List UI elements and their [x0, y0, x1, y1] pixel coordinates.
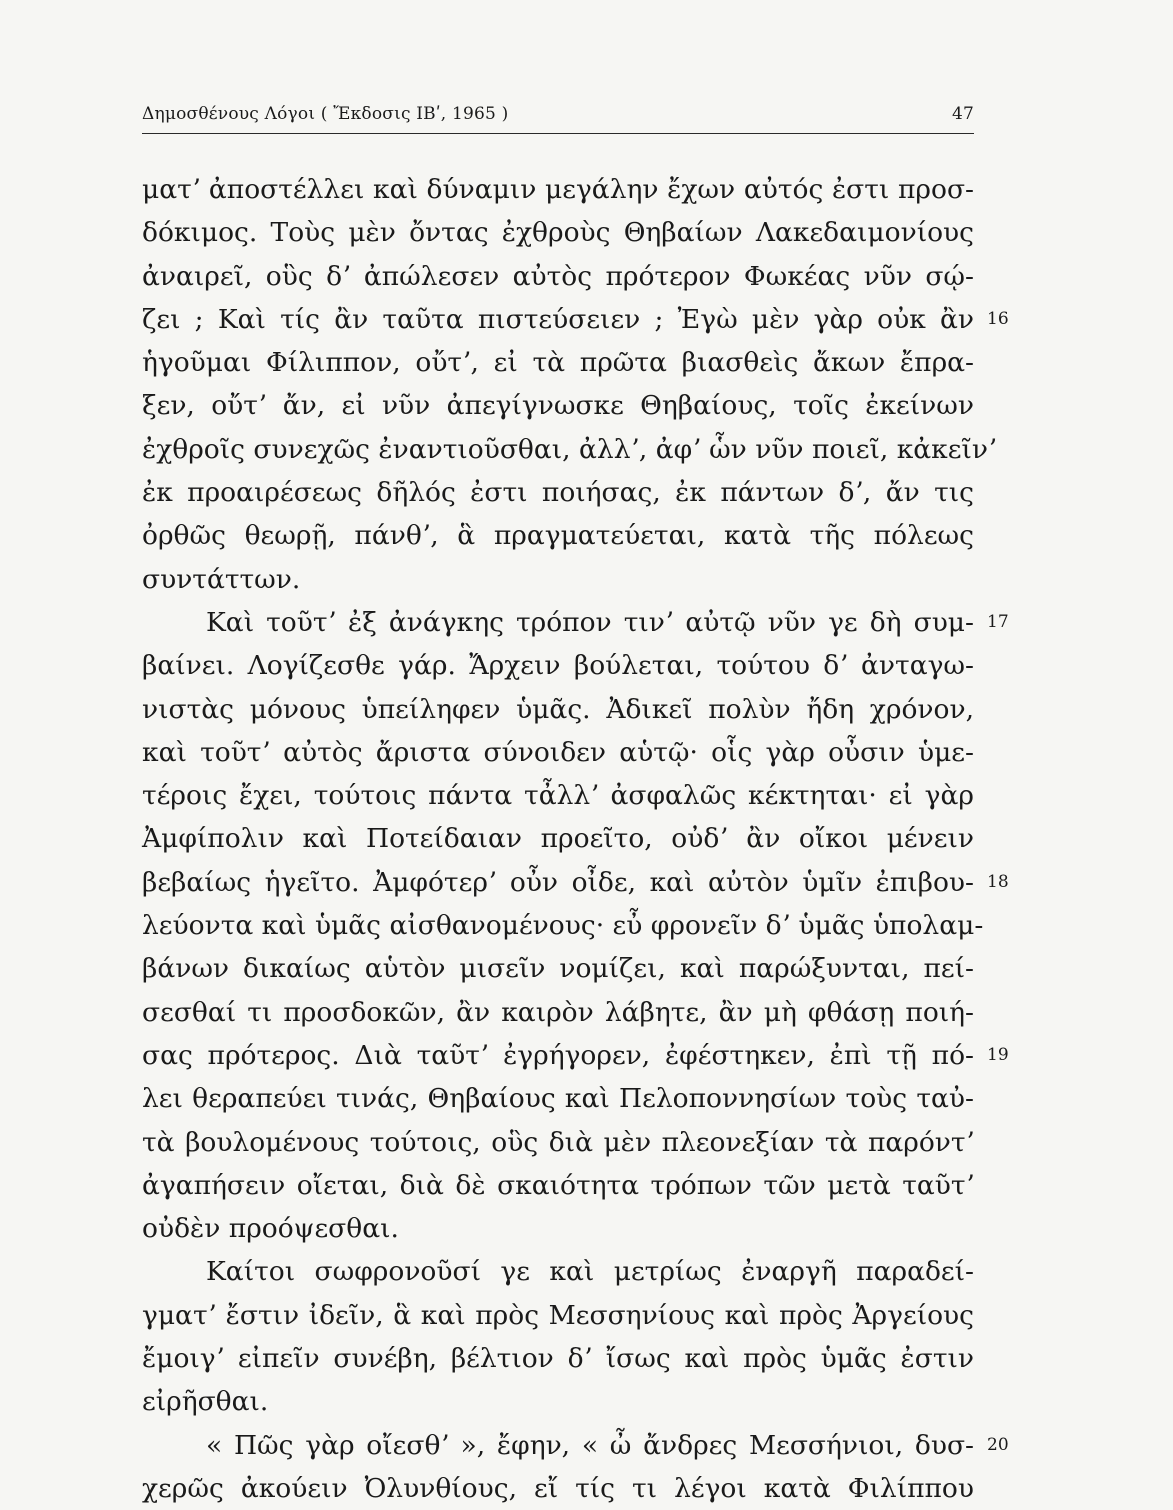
line-text: ὀρθῶς θεωρῇ, πάνθʼ, ἃ πραγματεύεται, κατὰ τῆς πόλεως	[142, 520, 974, 552]
text-line	[142, 558, 974, 601]
line-text: τὰ βουλομένους τούτοις, οὓς διὰ μὲν πλεονεξίαν τὰ παρόντʼ	[142, 1126, 974, 1158]
line-text: Ἀμφίπολιν καὶ Ποτείδαιαν προεῖτο, οὐδʼ ἂν οἴκοι μένειν	[142, 823, 974, 855]
line-text: βαίνει. Λογίζεσθε γάρ. Ἄρχειν βούλεται, τούτου δʼ ἀνταγω-	[142, 650, 974, 682]
text-line	[142, 341, 974, 384]
line-text: ξεν, οὔτʼ ἄν, εἰ νῦν ἀπεγίγνωσκε Θηβαίους, τοῖς ἐκείνων	[142, 390, 974, 422]
line-text: τέροις ἔχει, τούτοις πάντα τἆλλʼ ἀσφαλῶς κέκτηται· εἰ γὰρ	[142, 780, 974, 812]
text-line	[142, 1337, 974, 1380]
line-text: ἐχθροῖς συνεχῶς ἐναντιοῦσθαι, ἀλλʼ, ἀφʼ ὧν νῦν ποιεῖ, κἀκεῖνʼ	[142, 433, 997, 465]
page-number: 47	[951, 104, 974, 124]
line-text: δόκιμος. Τοὺς μὲν ὄντας ἐχθροὺς Θηβαίων Λακεδαιμονίους	[142, 217, 974, 249]
line-text: ἐκ προαιρέσεως δῆλός ἐστι ποιήσας, ἐκ πάντων δʼ, ἄν τις	[142, 477, 974, 509]
text-line	[142, 514, 974, 557]
line-text: λει θεραπεύει τινάς, Θηβαίους καὶ Πελοποννησίων τοὺς ταὐ-	[142, 1083, 974, 1115]
running-title: Δημοσθένους Λόγοι ( Ἔκδοσις ΙΒʹ, 1965 )	[142, 104, 509, 124]
text-line	[142, 428, 997, 471]
text-line	[142, 774, 974, 817]
header-rule	[142, 133, 974, 134]
text-line	[142, 1164, 974, 1207]
line-text: συντάττων.	[142, 563, 301, 595]
text-line	[142, 688, 974, 731]
text-line	[142, 861, 1009, 904]
section-number: 17	[987, 611, 1009, 632]
line-text: Καὶ τοῦτʼ ἐξ ἀνάγκης τρόπον τινʼ αὐτῷ νῦν γε δὴ συμ-	[206, 606, 974, 638]
line-text: καὶ τοῦτʼ αὐτὸς ἄριστα σύνοιδεν αὑτῷ· οἷς γὰρ οὖσιν ὑμε-	[142, 736, 974, 768]
text-line	[142, 1424, 1009, 1467]
line-text: « Πῶς γὰρ οἴεσθʼ », ἔφην, « ὦ ἄνδρες Μεσσήνιοι, δυσ-	[206, 1429, 974, 1461]
text-line	[142, 168, 974, 211]
section-number: 18	[987, 871, 1009, 892]
line-text: λεύοντα καὶ ὑμᾶς αἰσθανομένους· εὖ φρονεῖν δʼ ὑμᾶς ὑπολαμ-	[142, 910, 984, 942]
line-text: οὐδὲν προόψεσθαι.	[142, 1213, 399, 1245]
text-line	[142, 904, 984, 947]
line-text: βεβαίως ἡγεῖτο. Ἀμφότερʼ οὖν οἶδε, καὶ αὐτὸν ὑμῖν ἐπιβου-	[142, 866, 974, 898]
text-line	[142, 1207, 974, 1250]
line-text: ἀγαπήσειν οἴεται, διὰ δὲ σκαιότητα τρόπων τῶν μετὰ ταῦτʼ	[142, 1169, 974, 1201]
line-text: βάνων δικαίως αὑτὸν μισεῖν νομίζει, καὶ παρώξυνται, πεί-	[142, 953, 974, 985]
line-text: ματʼ ἀποστέλλει καὶ δύναμιν μεγάλην ἔχων αὐτός ἐστι προσ-	[142, 174, 974, 205]
text-line	[142, 298, 1009, 341]
line-text: ἡγοῦμαι Φίλιππον, οὔτʼ, εἰ τὰ πρῶτα βιασθεὶς ἄκων ἔπρα-	[142, 347, 974, 379]
text-line	[142, 471, 974, 514]
line-text: εἰρῆσθαι.	[142, 1386, 269, 1418]
text-line	[142, 1380, 974, 1423]
text-line	[142, 1467, 974, 1510]
line-text: ἀναιρεῖ, οὓς δʼ ἀπώλεσεν αὐτὸς πρότερον Φωκέας νῦν σῴ-	[142, 260, 974, 292]
running-header	[142, 104, 974, 132]
text-line	[142, 1250, 974, 1293]
line-text: γματʼ ἔστιν ἰδεῖν, ἃ καὶ πρὸς Μεσσηνίους καὶ πρὸς Ἀργείους	[142, 1299, 974, 1331]
section-number: 16	[987, 308, 1009, 329]
line-text: νιστὰς μόνους ὑπείληφεν ὑμᾶς. Ἀδικεῖ πολὺν ἤδη χρόνον,	[142, 693, 974, 725]
section-number: 20	[987, 1434, 1009, 1455]
text-line	[142, 1121, 974, 1164]
text-line	[142, 1077, 974, 1120]
text-line	[142, 947, 974, 990]
text-line	[142, 211, 974, 254]
text-line	[142, 731, 974, 774]
text-line	[142, 1294, 974, 1337]
section-number: 19	[987, 1044, 1009, 1065]
line-text: ἔμοιγʼ εἰπεῖν συνέβη, βέλτιον δʼ ἴσως καὶ πρὸς ὑμᾶς ἐστιν	[142, 1343, 974, 1375]
text-line	[142, 817, 974, 860]
text-line	[142, 255, 974, 298]
text-body	[142, 168, 1009, 1510]
line-text: σας πρότερος. Διὰ ταῦτʼ ἐγρήγορεν, ἐφέστηκεν, ἐπὶ τῇ πό-	[142, 1039, 974, 1071]
line-text: ζει ; Καὶ τίς ἂν ταῦτα πιστεύσειεν ; Ἐγὼ μὲν γὰρ οὐκ ἂν	[142, 303, 974, 335]
text-line	[142, 1034, 1009, 1077]
line-text: σεσθαί τι προσδοκῶν, ἂν καιρὸν λάβητε, ἂν μὴ φθάσῃ ποιή-	[142, 996, 974, 1028]
text-line	[142, 644, 974, 687]
text-line	[142, 991, 974, 1034]
text-line	[142, 601, 1009, 644]
line-text: χερῶς ἀκούειν Ὀλυνθίους, εἴ τίς τι λέγοι κατὰ Φιλίππου	[142, 1472, 974, 1504]
text-line	[142, 384, 974, 427]
line-text: Καίτοι σωφρονοῦσί γε καὶ μετρίως ἐναργῆ παραδεί-	[206, 1256, 974, 1288]
